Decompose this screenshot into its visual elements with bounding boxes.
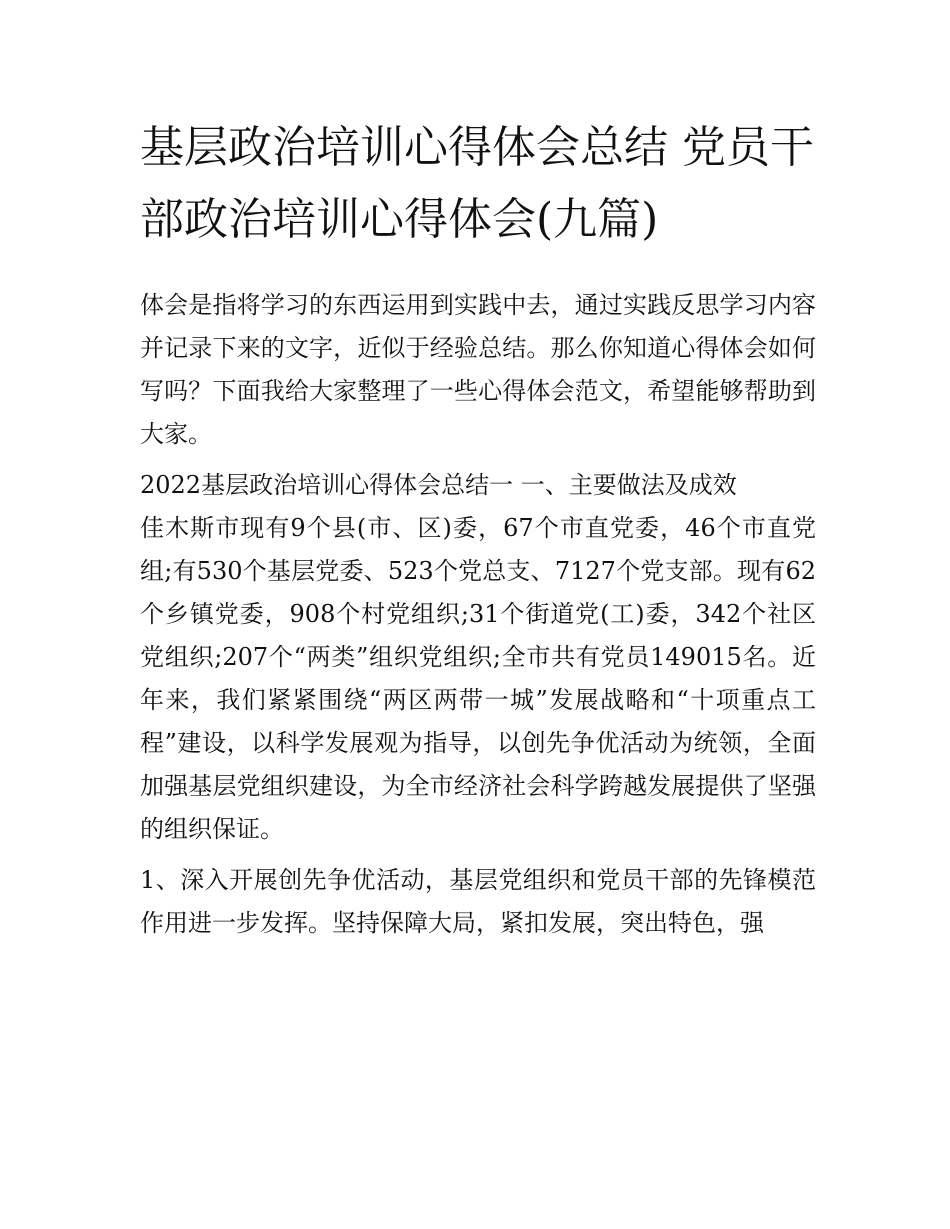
body-paragraph: 1、深入开展创先争优活动，基层党组织和党员干部的先锋模范作用进一步发挥。坚持保障大局，紧扣发展，突出特色，强 xyxy=(140,866,816,937)
document-body xyxy=(140,112,816,945)
body-paragraph: 佳木斯市现有9个县(市、区)委，67个市直党委，46个市直党组;有530个基层党委、523个党总支、7127个党支部。现有62个乡镇党委，908个村党组织;31个街道党(工)委，342个社区党组织;207个“两类”组织党组织;全市共有党员149015名。近年来，我们紧紧围绕“两区两带一城”发展战略和“十项重点工程”建设，以科学发展观为指导，以创先争优活动为统领，全面加强基层党组织建设，为全市经济社会科学跨越发展提供了坚强的组织保证。 xyxy=(140,514,816,843)
section-heading: 2022基层政治培训心得体会总结一 一、主要做法及成效 xyxy=(140,471,737,499)
document-title: 基层政治培训心得体会总结 党员干部政治培训心得体会(九篇) xyxy=(140,122,814,245)
intro-paragraph: 体会是指将学习的东西运用到实践中去，通过实践反思学习内容并记录下来的文字，近似于经验总结。那么你知道心得体会如何写吗？下面我给大家整理了一些心得体会范文，希望能够帮助到大家。 xyxy=(140,291,816,448)
